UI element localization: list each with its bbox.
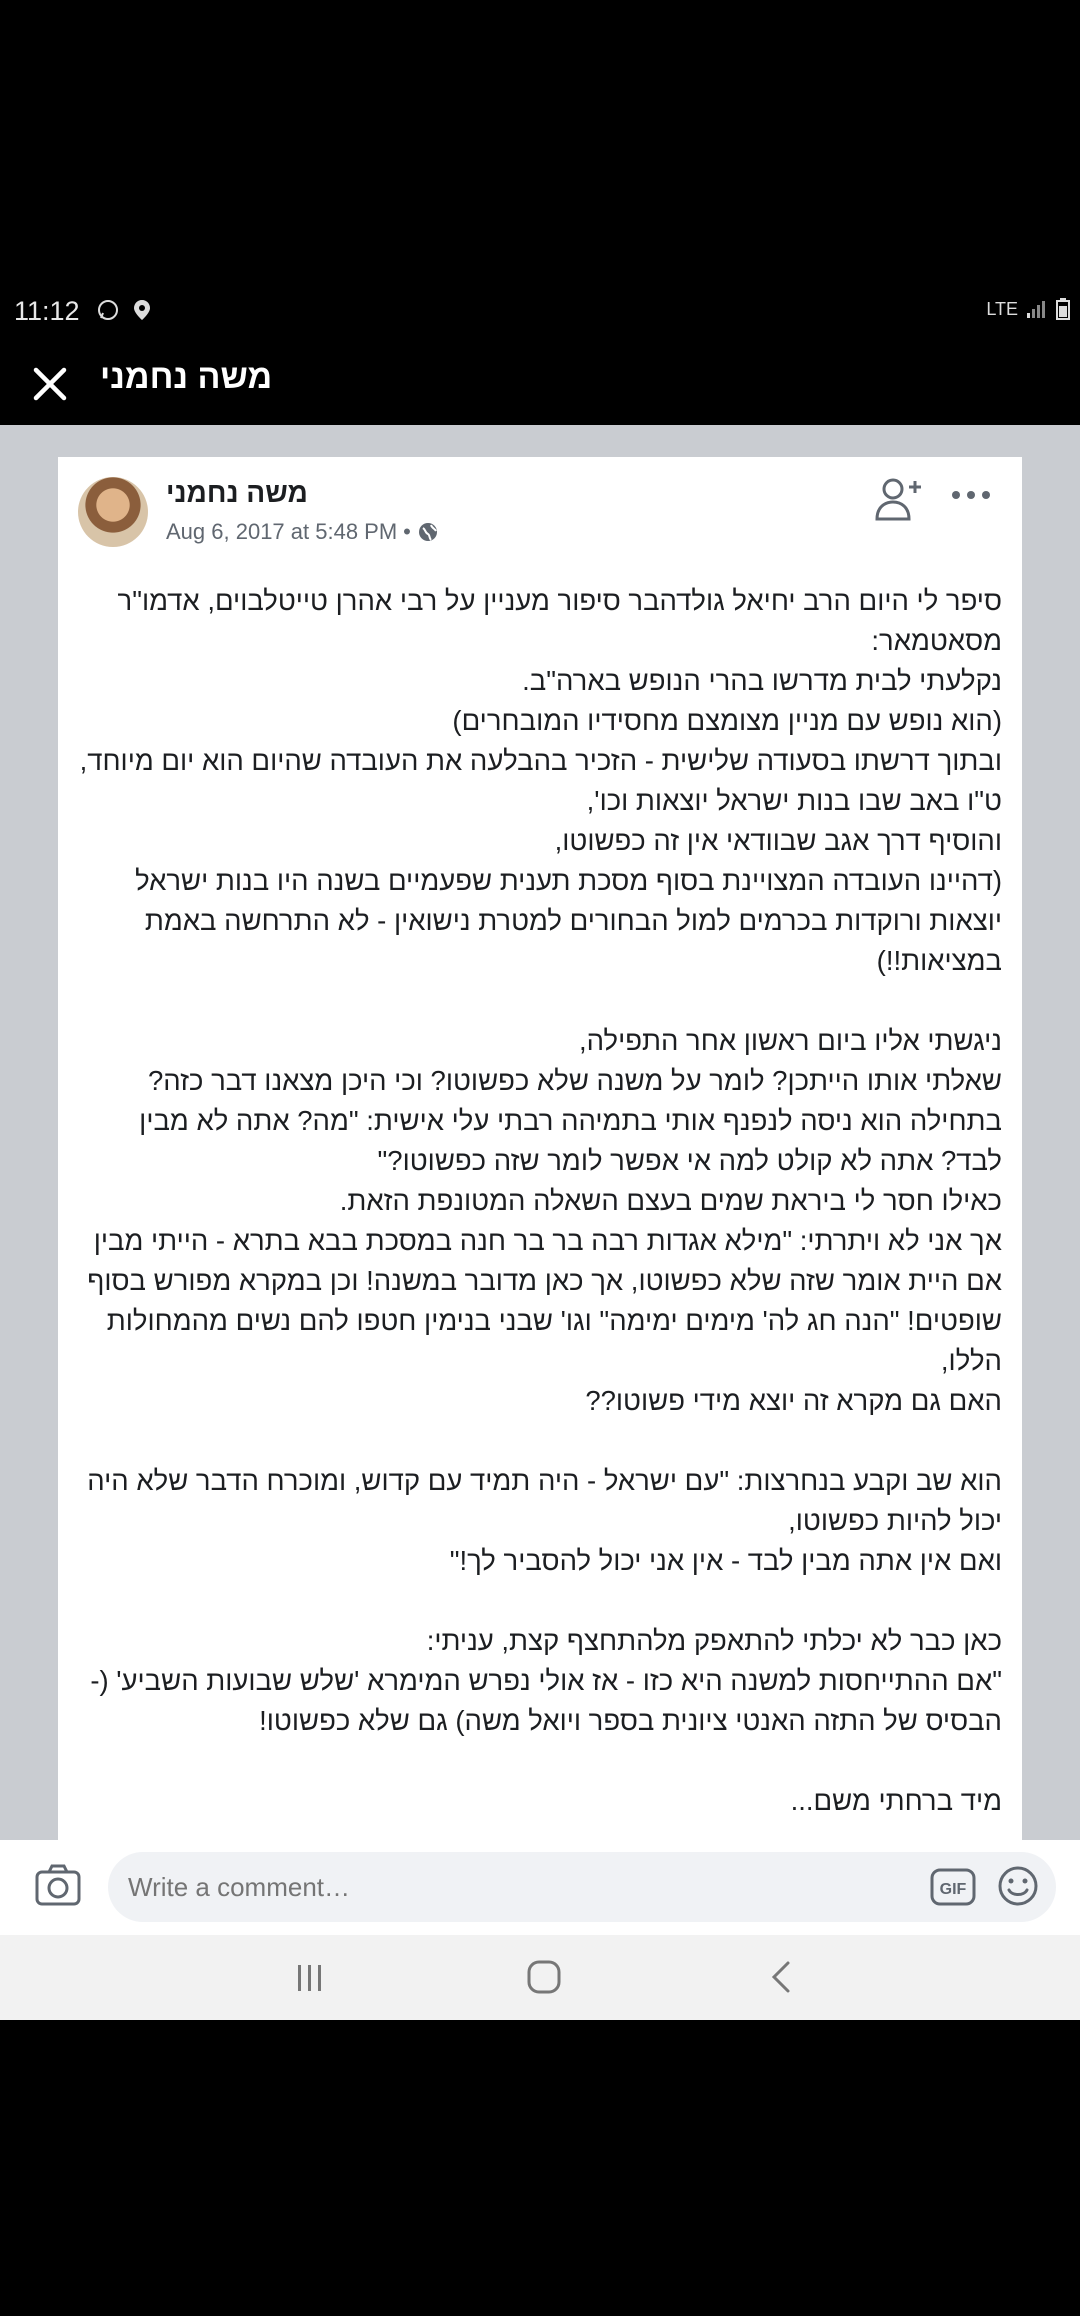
post-paragraph: "אם ההתייחסות למשנה היא כזו - אז אולי נפרש המימרא 'שלש שבועות השביע' (-הבסיס של התזה האנטי ציונית בספר ויואל משה) גם שלא כפשוטו! — [90, 1665, 1002, 1736]
paragraph-gap — [78, 1421, 1002, 1461]
whatsapp-icon — [96, 298, 120, 322]
battery-icon — [1056, 298, 1070, 320]
back-icon[interactable] — [766, 1959, 796, 1995]
emoji-icon[interactable] — [996, 1864, 1040, 1908]
post-paragraph: נקלעתי לבית מדרשו בהרי הנופש בארה"ב. — [522, 665, 1002, 696]
comment-input[interactable] — [108, 1852, 1056, 1922]
status-right-icons — [986, 298, 1070, 320]
close-icon[interactable] — [28, 362, 72, 406]
paragraph-gap — [78, 1741, 1002, 1781]
post-text — [78, 581, 1002, 1821]
status-bar — [0, 296, 1080, 336]
network-type: LTE — [986, 298, 1018, 319]
post-meta — [166, 519, 439, 545]
post-paragraph: הוא שב וקבע בנחרצות: "עם ישראל - היה תמיד עם קדוש, ומוכרח הדבר שלא היה יכול להיות כפשוטו, — [87, 1465, 1002, 1536]
post-paragraph: ואם אין אתה מבין לבד - אין אני יכול להסביר לך!" — [449, 1545, 1002, 1576]
paragraph-gap — [78, 1581, 1002, 1621]
post-paragraph: סיפר לי היום הרב יחיאל גולדהבר סיפור מעניין על רבי אהרן טייטלבוים, אדמו"ר מסאטמאר: — [117, 585, 1002, 656]
status-time: 11:12 — [14, 296, 80, 326]
location-icon — [132, 298, 152, 322]
post-paragraph: בתחילה הוא ניסה לנפנף אותי בתמיהה רבתי עלי אישית: "מה? אתה לא מבין לבד? אתה לא קולט למה אי אפשר לומר שזה כפשוטו?" — [139, 1105, 1002, 1176]
author-avatar[interactable] — [78, 477, 148, 547]
post-paragraph: האם גם מקרא זה יוצא מידי פשוטו?? — [585, 1385, 1002, 1416]
camera-icon[interactable] — [34, 1862, 82, 1908]
post-paragraph: כאילו חסר לי ביראת שמים בעצם השאלה המטונפת הזאת. — [339, 1185, 1002, 1216]
post-author-name[interactable]: משה נחמני — [166, 477, 308, 508]
post-paragraph: והוסיף דרך אגב שבוודאי אין זה כפשוטו, — [554, 825, 1002, 856]
post-paragraph: ניגשתי אליו ביום ראשון אחר התפילה, — [578, 1025, 1002, 1056]
gif-icon[interactable] — [930, 1868, 976, 1906]
more-options-icon[interactable] — [946, 475, 996, 515]
feed-area[interactable] — [0, 425, 1080, 1840]
status-left-icons — [96, 298, 152, 322]
home-icon[interactable] — [526, 1959, 562, 1995]
add-friend-icon[interactable] — [873, 475, 925, 523]
meta-separator: • — [403, 519, 411, 544]
post-paragraph: כאן כבר לא יכלתי להתאפק מלהתחצף קצת, עניתי: — [426, 1625, 1002, 1656]
top-app-bar — [0, 350, 1080, 425]
post-paragraph: אך אני לא ויתרתי: "מילא אגדות רבה בר בר חנה במסכת בבא בתרא - הייתי מבין אם היית אומר שזה שלא כפשוטו, אך כאן מדובר במשנה! וכן במקרא מפורש בסוף שופטים! "הנה חג לה' מימים ימימה" וגו' שבני בנימין חטפו להם נשים מהמחולות הללו, — [87, 1225, 1002, 1376]
bottom-black-area — [0, 2020, 1080, 2316]
post-date[interactable]: Aug 6, 2017 at 5:48 PM — [166, 519, 398, 544]
post-paragraph: (הוא נופש עם מניין מצומצם מחסידיו המובחרים) — [452, 705, 1002, 736]
post-paragraph: (דהיינו העובדה המצויינת בסוף מסכת תענית שפעמיים בשנה היו בנות ישראל יוצאות ורוקדות בכרמים למול הבחורים למטרת נישואין - לא התרחשה באמת במציאות!!) — [135, 865, 1002, 976]
paragraph-gap — [78, 981, 1002, 1021]
system-nav-bar — [0, 1935, 1080, 2020]
post-paragraph: ובתוך דרשתו בסעודה שלישית - הזכיר בהבלעה את העובדה שהיום הוא יום מיוחד, ט"ו באב שבו בנות ישראל יוצאות וכו', — [79, 745, 1002, 816]
post-paragraph: מיד ברחתי משם... — [790, 1785, 1002, 1816]
comment-bar — [0, 1840, 1080, 1935]
post-card — [58, 457, 1022, 1877]
post-paragraph: שאלתי אותו הייתכן? לומר על משנה שלא כפשוטו? וכי היכן מצאנו דבר כזה? — [147, 1065, 1002, 1096]
signal-icon — [1026, 299, 1048, 319]
recent-apps-icon[interactable] — [290, 1961, 330, 1995]
header-title: משה נחמני — [100, 358, 273, 396]
gif-label: GIF — [939, 1881, 967, 1898]
globe-icon — [417, 521, 439, 543]
